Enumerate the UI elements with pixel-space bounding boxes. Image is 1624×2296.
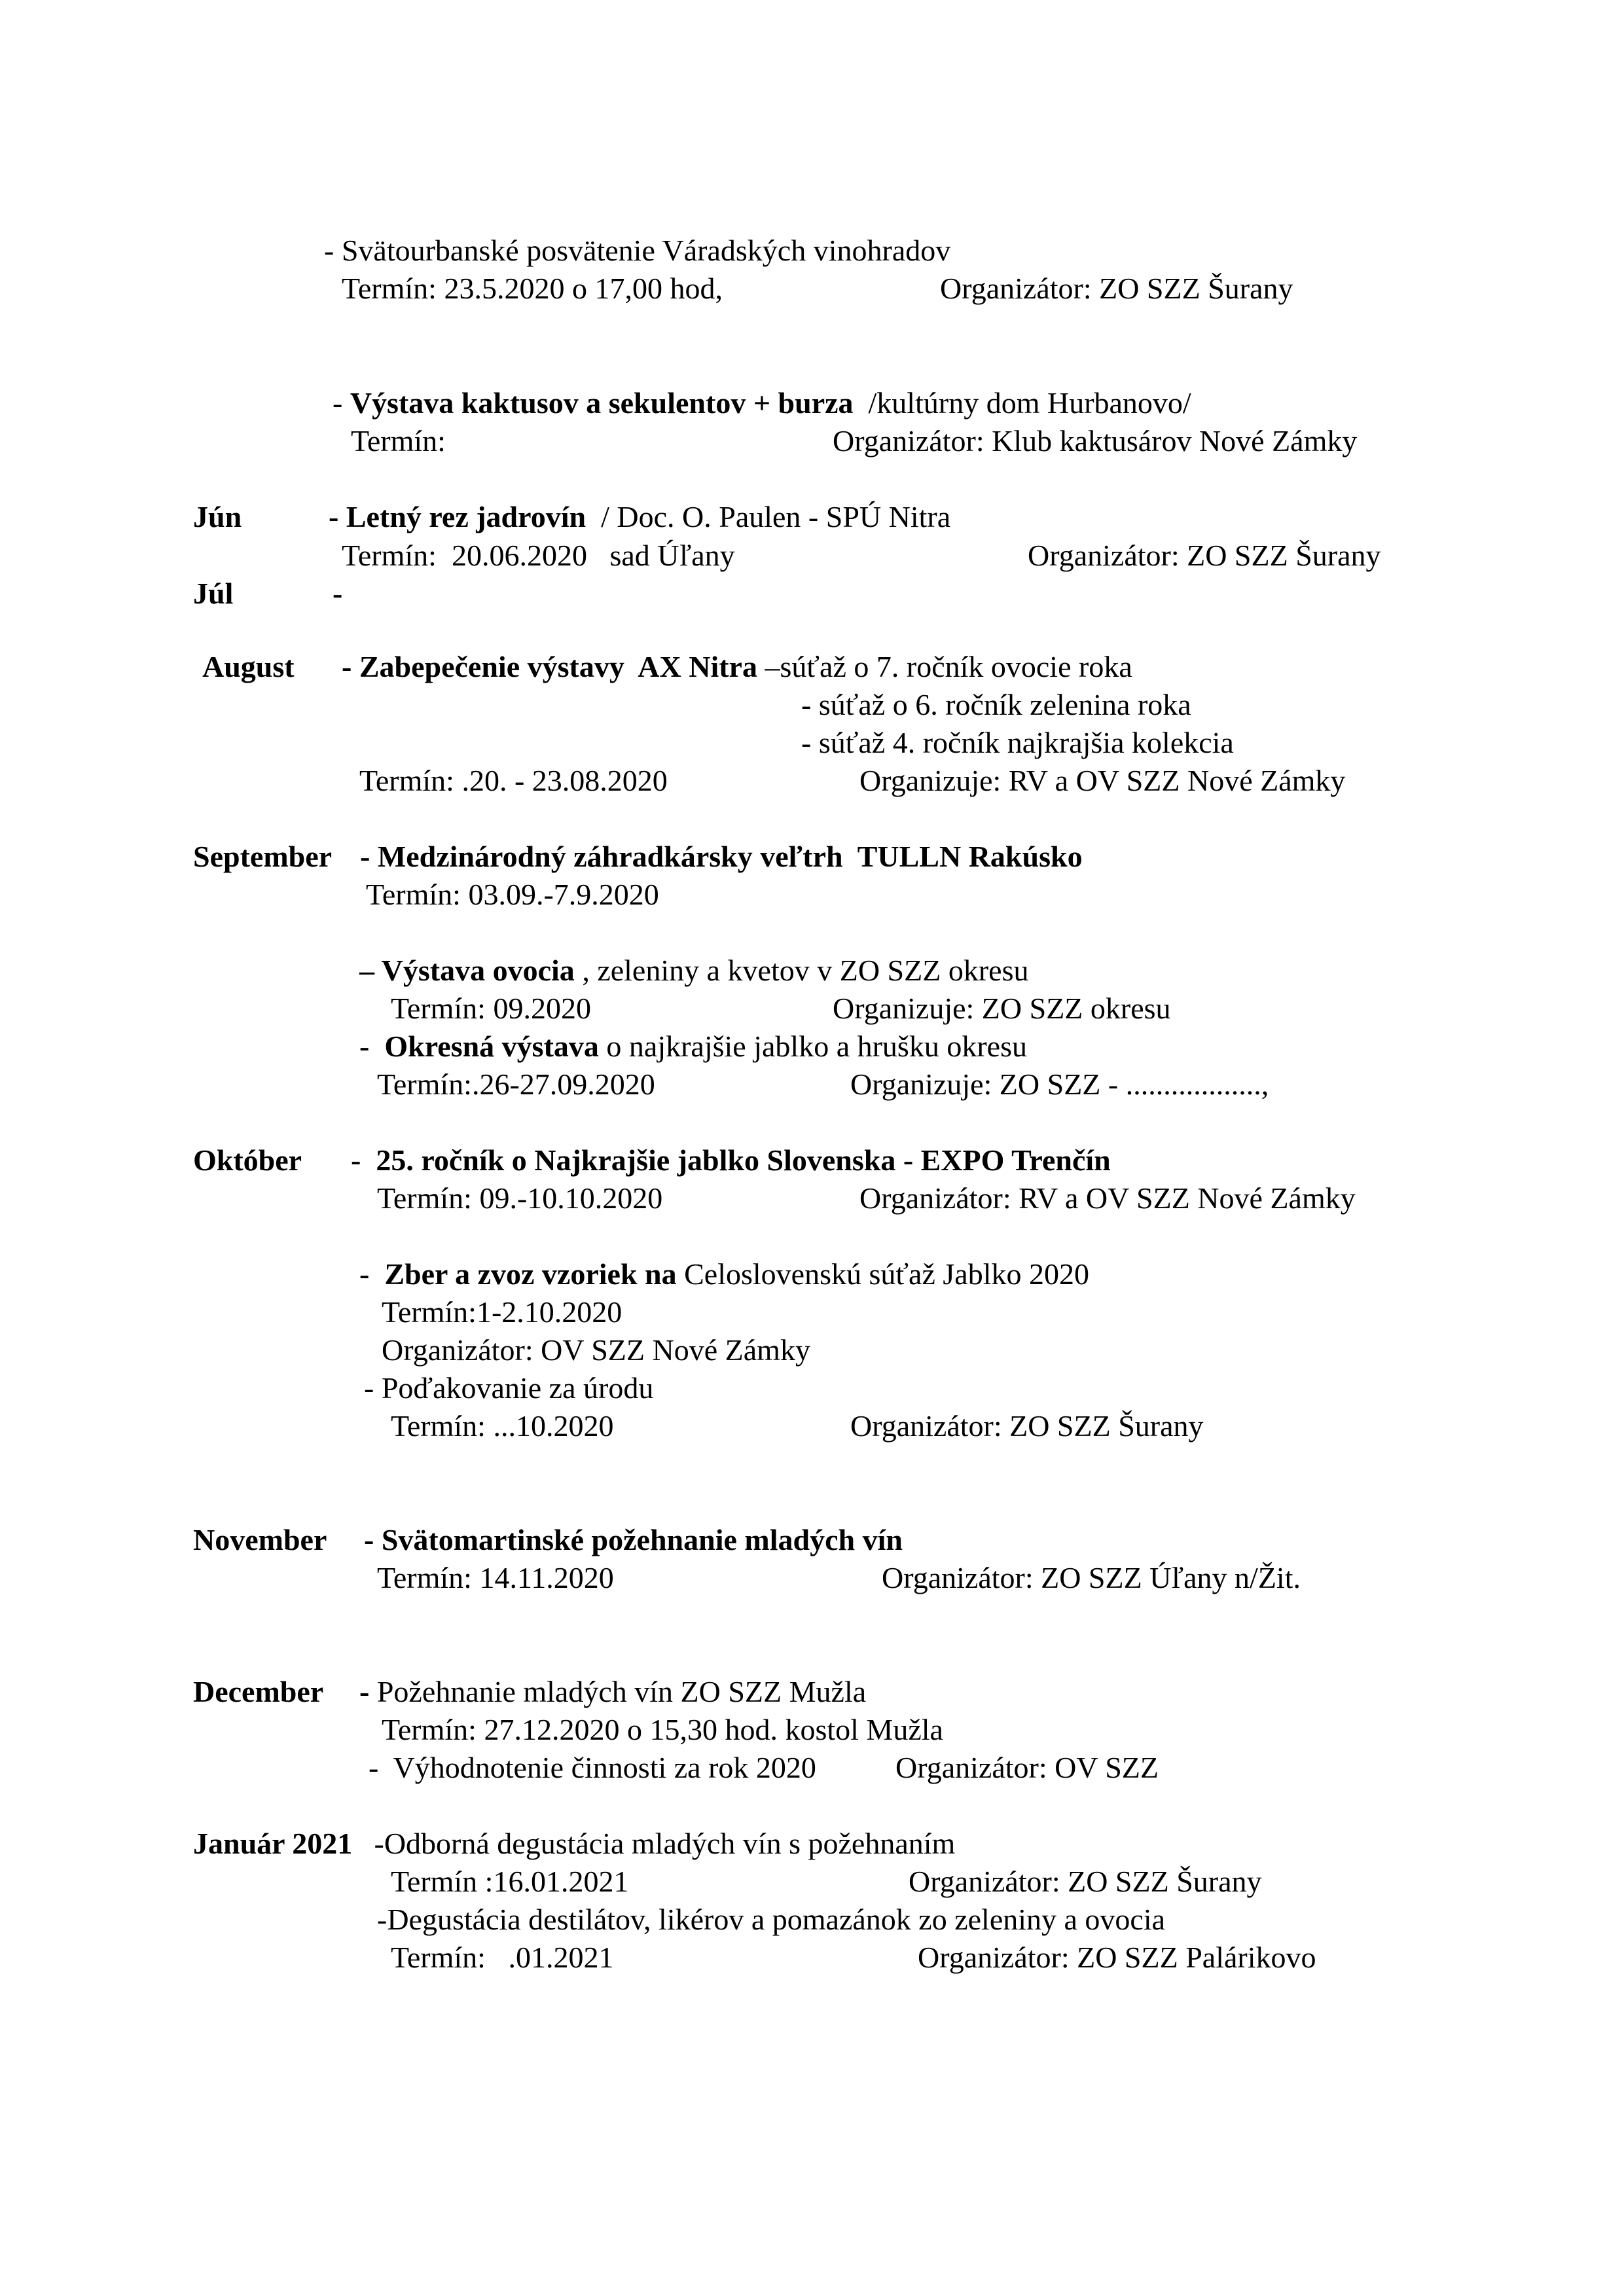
event-dash: - (333, 386, 350, 420)
event-title-text: Požehnanie mladých vín ZO SZZ Mužla (369, 1675, 867, 1708)
event-term: Termín: 09.2020 (391, 992, 591, 1025)
event-term: Termín :16.01.2021 (391, 1865, 629, 1898)
event-term: Termín: 20.06.2020 sad Úľany (342, 539, 735, 572)
month-label: November (193, 1523, 327, 1556)
month-label: December (193, 1675, 324, 1708)
event-organizer: Organizátor: ZO SZZ Šurany (1028, 539, 1381, 572)
event-organizer: Organizátor: Klub kaktusárov Nové Zámky (833, 424, 1358, 457)
event-organizer: Organizuje: ZO SZZ - .................., (850, 1067, 1269, 1101)
event-title-bold: - Zabepečenie výstavy AX Nitra (342, 650, 757, 683)
event-dash: - (333, 577, 343, 610)
event-title-line (359, 1031, 1027, 1062)
event-term: Termín: 03.09.-7.9.2020 (366, 878, 659, 911)
event-organizer: Organizátor: ZO SZZ Šurany (940, 272, 1293, 305)
event-organizer: Organizátor: OV SZZ Nové Zámky (382, 1333, 810, 1367)
month-label: September (193, 840, 333, 873)
event-title-line (342, 652, 1132, 682)
event-title-line (359, 956, 1028, 986)
event-title-bold: - Zber a zvoz vzoriek na (359, 1257, 677, 1291)
event-term: Termín:.26-27.09.2020 (377, 1067, 655, 1101)
event-title-bold: - Letný rez jadrovín (329, 500, 586, 533)
event-organizer: Organizátor: RV a OV SZZ Nové Zámky (859, 1181, 1356, 1215)
event-organizer: Organizátor: ZO SZZ Palárikovo (918, 1941, 1316, 1974)
event-title: - Svätomartinské požehnanie mladých vín (364, 1523, 903, 1556)
event-description: o najkrajšie jablko a hrušku okresu (598, 1030, 1027, 1063)
month-label: Január 2021 (193, 1827, 353, 1860)
event-term: Termín: .01.2021 (391, 1941, 614, 1974)
event-title-bold: Okresná výstava (384, 1030, 599, 1063)
event-organizer: Organizuje: ZO SZZ okresu (833, 992, 1171, 1025)
event-term: Termín:1-2.10.2020 (382, 1295, 623, 1329)
event-title-bold: Výstava ovocia (381, 954, 575, 987)
event-organizer: Organizátor: ZO SZZ Úľany n/Žit. (882, 1561, 1301, 1594)
event-contest: - súťaž o 6. ročník zelenina roka (801, 688, 1191, 721)
event-description: , zeleniny a kvetov v ZO SZZ okresu (574, 954, 1029, 987)
event-title-line (333, 388, 1191, 418)
event-term: Termín: 27.12.2020 o 15,30 hod. kostol Mužla (382, 1713, 943, 1746)
month-label: Jún (193, 500, 242, 533)
event-title-line (359, 1677, 866, 1707)
event-term: Termín: (351, 424, 446, 457)
event-title: - 25. ročník o Najkrajšie jablko Slovenska - EXPO Trenčín (351, 1143, 1111, 1177)
event-term: Termín: 23.5.2020 o 17,00 hod, (342, 272, 723, 305)
event-term: Termín: 14.11.2020 (377, 1561, 614, 1594)
event-organizer: Organizátor: ZO SZZ Šurany (909, 1865, 1262, 1898)
event-lecturer: / Doc. O. Paulen - SPÚ Nitra (586, 500, 951, 533)
event-term: Termín: 09.-10.10.2020 (377, 1181, 663, 1215)
month-label: August (202, 650, 295, 683)
event-organizer: Organizuje: RV a OV SZZ Nové Zámky (859, 764, 1346, 797)
event-title-line (329, 502, 950, 532)
event-dash: – (359, 954, 382, 987)
event-title: - Výhodnotenie činnosti za rok 2020 (369, 1751, 816, 1784)
event-title: - Svätourbanské posvätenie Váradských vinohradov (324, 234, 951, 267)
month-label: Október (193, 1143, 302, 1177)
event-contest: –súťaž o 7. ročník ovocie roka (757, 650, 1132, 683)
event-organizer: Organizátor: OV SZZ (895, 1751, 1159, 1784)
event-organizer: Organizátor: ZO SZZ Šurany (850, 1409, 1204, 1443)
event-title: - Medzinárodný záhradkársky veľtrh TULLN Rakúsko (360, 840, 1083, 873)
event-description: Celoslovenskú súťaž Jablko 2020 (676, 1257, 1089, 1291)
event-title-line (359, 1259, 1089, 1289)
event-term: Termín: .20. - 23.08.2020 (359, 764, 668, 797)
event-title: - Poďakovanie za úrodu (364, 1371, 654, 1405)
event-title: -Degustácia destilátov, likérov a pomazánok zo zeleniny a ovocia (377, 1903, 1166, 1936)
event-title-bold: Výstava kaktusov a sekulentov + burza (350, 386, 854, 420)
event-dash: - (359, 1030, 385, 1063)
event-place: /kultúrny dom Hurbanovo/ (853, 386, 1191, 420)
event-dash: - (359, 1675, 370, 1708)
event-contest: - súťaž 4. ročník najkrajšia kolekcia (801, 726, 1234, 759)
month-label: Júl (193, 577, 234, 610)
event-term: Termín: ...10.2020 (391, 1409, 614, 1443)
event-title: -Odborná degustácia mladých vín s požehnaním (367, 1827, 956, 1860)
